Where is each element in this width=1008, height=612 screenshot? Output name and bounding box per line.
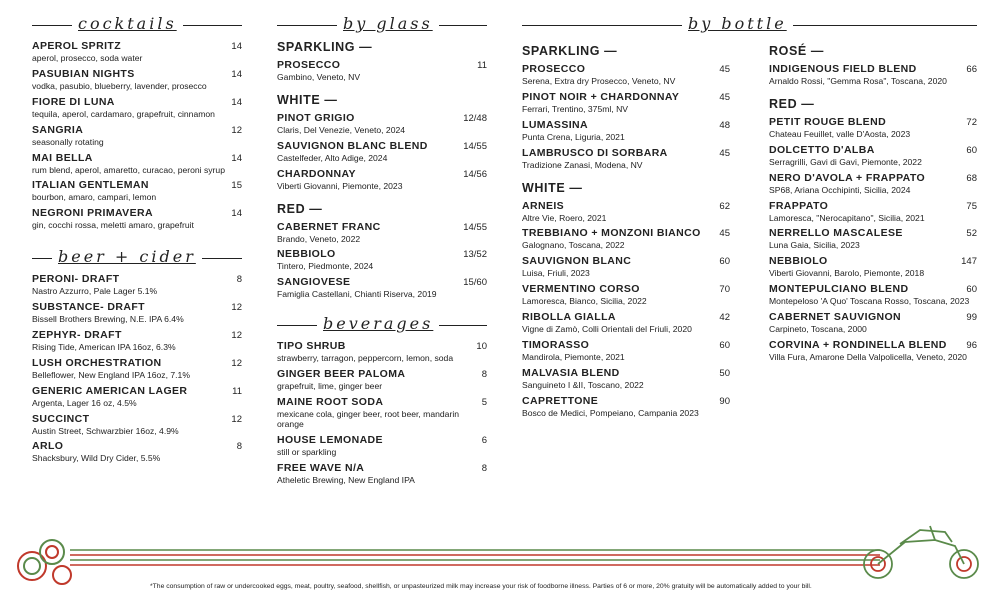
menu-item-name: CABERNET SAUVIGNON (769, 311, 902, 323)
footer-disclaimer: *The consumption of raw or undercooked eggs, meat, poultry, seafood, shellfish, or unpasteurized milk may increase your risk of foodborne illness. Parties of 6 or more, 20% gratuity will be automatically added to your bill. (150, 583, 812, 590)
menu-item-name: GINGER BEER PALOMA (277, 368, 406, 380)
menu-item-description: Punta Crena, Liguria, 2021 (522, 131, 625, 142)
menu-item-price: 60 (719, 256, 730, 268)
menu-item (277, 276, 487, 300)
menu-item-name: HOUSE LEMONADE (277, 433, 383, 446)
menu-item (522, 119, 730, 143)
menu-item-name: ARNEIS (522, 199, 565, 212)
menu-item-price: 70 (719, 284, 730, 296)
menu-item-price: 12 (231, 124, 242, 136)
menu-item-price: 15 (231, 180, 242, 192)
menu-item (522, 91, 730, 115)
menu-item (769, 144, 977, 168)
menu-item-description: Montepeloso 'A Quo' Toscana Rosso, Toscana, 2023 (769, 296, 970, 307)
menu-item-description: Austin Street, Schwarzbier 16oz, 4.9% (32, 425, 179, 436)
menu-item-name: LAMBRUSCO DI SORBARA (522, 146, 668, 159)
menu-item-description: Castelfeder, Alto Adige, 2024 (277, 152, 388, 163)
menu-item-description: bourbon, amaro, campari, lemon (32, 192, 157, 203)
menu-item-row (769, 311, 977, 323)
menu-item-price: 8 (481, 369, 487, 380)
menu-item-price: 72 (966, 116, 977, 128)
menu-item-price: 13/52 (463, 249, 487, 261)
menu-item-description: tequila, aperol, cardamaro, grapefruit, cinnamon (32, 108, 215, 119)
menu-item (277, 396, 487, 430)
menu-item-row (32, 96, 242, 108)
menu-item (769, 311, 977, 335)
menu-item (32, 40, 242, 64)
column-cocktails-beer (32, 14, 242, 468)
menu-item-price: 68 (966, 172, 977, 184)
menu-item-price: 12 (231, 302, 242, 313)
menu-item-description: Atheletic Brewing, New England IPA (277, 474, 415, 485)
menu-item-row (769, 283, 977, 295)
menu-item-row (32, 440, 242, 452)
menu-item-price: 14 (231, 208, 242, 220)
menu-item-price: 14 (231, 68, 242, 80)
menu-item-description: Belleflower, New England IPA 16oz, 7.1% (32, 369, 190, 380)
menu-item (277, 221, 487, 245)
menu-item (769, 283, 977, 307)
menu-item-description: Luisa, Friuli, 2023 (522, 268, 590, 279)
menu-item-name: NEBBIOLO (277, 248, 336, 261)
menu-item-row (522, 227, 730, 239)
menu-item (32, 68, 242, 92)
beer-header (32, 247, 242, 269)
menu-item-row (277, 59, 487, 71)
menu-item-name: MAINE ROOT SODA (277, 395, 384, 408)
menu-item-description: rum blend, aperol, amaretto, curacao, peroni syrup (32, 164, 225, 175)
menu-item (277, 340, 487, 364)
menu-item-description: Gambino, Veneto, NV (277, 72, 361, 82)
menu-item-description: gin, cocchi rossa, meletti amaro, grapefruit (32, 220, 194, 231)
menu-item (32, 96, 242, 120)
menu-item-name: VERMENTINO CORSO (522, 283, 640, 296)
menu-item (522, 311, 730, 335)
by-bottle-right (769, 40, 977, 423)
menu-item-description: strawberry, tarragon, peppercorn, lemon, soda (277, 353, 454, 364)
menu-item-price: 45 (719, 64, 730, 75)
menu-item-name: MONTEPULCIANO BLEND (769, 283, 909, 296)
menu-item-price: 8 (236, 441, 242, 453)
menu-item-row (522, 367, 730, 379)
menu-item (769, 227, 977, 251)
menu-item-name: CORVINA + RONDINELLA BLEND (769, 338, 947, 351)
menu-item-row (32, 179, 242, 191)
menu-item (32, 329, 242, 353)
menu-item-name: RIBOLLA GIALLA (522, 311, 616, 323)
menu-item-name: TIPO SHRUB (277, 340, 346, 353)
menu-item-row (769, 144, 977, 156)
menu-item-description: Nastro Azzurro, Pale Lager 5.1% (32, 286, 158, 297)
menu-item-row (769, 200, 977, 212)
cocktails-title: cocktails (72, 14, 183, 33)
menu-item-description: Bissell Brothers Brewing, N.E. IPA 6.4% (32, 314, 184, 324)
menu-item-description: grapefruit, lime, ginger beer (277, 381, 383, 391)
menu-item (522, 63, 730, 87)
menu-item (522, 367, 730, 391)
menu-item-row (769, 116, 977, 128)
menu-item (277, 59, 487, 83)
menu-item-row (769, 172, 977, 184)
menu-item-row (522, 91, 730, 103)
by-glass-categories (277, 40, 487, 300)
menu-item-description: Bosco de Medici, Pompeiano, Campania 2023 (522, 407, 699, 418)
menu-item-name: FRAPPATO (769, 199, 829, 212)
menu-item (522, 395, 730, 419)
menu-item-row (769, 227, 977, 239)
menu-item-description: Rising Tide, American IPA 16oz, 6.3% (32, 341, 176, 352)
menu-item-row (277, 434, 487, 446)
menu-item-name: SAUVIGNON BLANC BLEND (277, 139, 428, 152)
menu-item (32, 179, 242, 203)
menu-item (277, 462, 487, 486)
menu-item-price: 60 (719, 339, 730, 351)
menu-item-name: CAPRETTONE (522, 394, 599, 407)
menu-item-description: Mandirola, Piemonte, 2021 (522, 351, 625, 362)
menu-item-price: 45 (719, 91, 730, 103)
wine-category-heading: WHITE — (277, 92, 338, 107)
menu-item-row (277, 396, 487, 408)
menu-item-description: Viberti Giovanni, Barolo, Piemonte, 2018 (769, 268, 925, 279)
menu-item-price: 14/55 (463, 140, 487, 152)
menu-item-name: LUSH ORCHESTRATION (32, 356, 162, 369)
menu-item (32, 207, 242, 231)
menu-item-description: Carpineto, Toscana, 2000 (769, 324, 867, 334)
menu-item-name: APEROL SPRITZ (32, 40, 122, 52)
menu-item-description: Famiglia Castellani, Chianti Riserva, 2019 (277, 289, 437, 300)
menu-item-name: FREE WAVE N/A (277, 461, 365, 474)
menu-item-price: 12 (231, 413, 242, 425)
menu-item-row (522, 63, 730, 75)
menu-item-description: Shacksbury, Wild Dry Cider, 5.5% (32, 453, 161, 464)
menu-item (32, 385, 242, 409)
menu-item-price: 11 (477, 60, 487, 71)
menu-item (32, 124, 242, 148)
menu-item (32, 413, 242, 437)
menu-item-price: 12 (231, 329, 242, 341)
menu-item-row (522, 255, 730, 267)
menu-item-price: 11 (232, 385, 242, 397)
menu-item-name: PETIT ROUGE BLEND (769, 115, 887, 128)
menu-item-price: 60 (966, 284, 977, 296)
beer-list (32, 273, 242, 464)
menu-item-name: SUBSTANCE- DRAFT (32, 301, 145, 313)
menu-item-row (522, 200, 730, 212)
menu-item-name: TIMORASSO (522, 338, 590, 351)
menu-item-price: 75 (966, 200, 977, 212)
menu-item-description: Altre Vie, Roero, 2021 (522, 212, 607, 223)
menu-item (769, 63, 977, 87)
menu-item (32, 152, 242, 176)
menu-item-row (277, 112, 487, 124)
menu-item-description: seasonally rotating (32, 136, 104, 147)
menu-item-price: 15/60 (463, 277, 487, 289)
menu-item-description: Chateau Feuillet, valle D'Aosta, 2023 (769, 128, 911, 139)
menu-item-row (277, 168, 487, 180)
menu-item-price: 45 (719, 228, 730, 240)
menu-item-row (32, 124, 242, 136)
menu-item-row (277, 462, 487, 474)
menu-item-description: Vigne di Zamò, Colli Orientali del Friuli, 2020 (522, 324, 692, 334)
cocktails-header (32, 14, 242, 36)
menu-item-description: Brando, Veneto, 2022 (277, 233, 361, 244)
menu-item-price: 8 (236, 274, 242, 286)
menu-item-price: 96 (966, 339, 977, 351)
menu-item-description: still or sparkling (277, 446, 337, 457)
menu-item (277, 140, 487, 164)
menu-item-description: Tradizione Zanasi, Modena, NV (522, 159, 643, 170)
menu-item-name: DOLCETTO D'ALBA (769, 143, 875, 156)
menu-item-description: Viberti Giovanni, Piemonte, 2023 (277, 180, 403, 191)
menu-item-price: 147 (961, 256, 977, 268)
menu-item (32, 301, 242, 325)
menu-item-name: CABERNET FRANC (277, 220, 381, 233)
menu-item-price: 45 (719, 147, 730, 159)
menu-item-price: 90 (719, 395, 730, 407)
menu-item-description: Lamoresca, Bianco, Sicilia, 2022 (522, 296, 647, 307)
menu-item-description: SP68, Ariana Occhipinti, Sicilia, 2024 (769, 184, 911, 195)
menu-item-name: ITALIAN GENTLEMAN (32, 179, 149, 192)
menu-item-name: NERO D'AVOLA + FRAPPATO (769, 171, 926, 184)
menu-item-price: 60 (966, 144, 977, 156)
menu-item-row (522, 395, 730, 407)
column-by-bottle (522, 14, 977, 423)
menu-item (277, 112, 487, 136)
menu-item (769, 255, 977, 279)
menu-item-price: 10 (476, 341, 487, 353)
menu-item-description: Galognano, Toscana, 2022 (522, 240, 625, 251)
decorative-footer-band (0, 520, 1008, 585)
menu-item-description: Sanguineto I &II, Toscano, 2022 (522, 379, 644, 390)
stripes (70, 550, 880, 565)
menu-item-description: mexicane cola, ginger beer, root beer, mandarin orange (277, 408, 460, 429)
menu-item-row (32, 207, 242, 219)
menu-item-price: 12 (231, 357, 242, 369)
menu-item-name: NERRELLO MASCALESE (769, 227, 903, 240)
menu-item-name: PINOT GRIGIO (277, 111, 355, 124)
menu-item (277, 248, 487, 272)
menu-item (769, 172, 977, 196)
menu-item (769, 339, 977, 363)
menu-item (277, 368, 487, 392)
menu-item-row (277, 340, 487, 352)
menu-item (32, 440, 242, 464)
menu-item-name: LUMASSINA (522, 118, 589, 131)
menu-item-price: 12/48 (463, 112, 487, 124)
menu-item-name: PERONI- DRAFT (32, 273, 120, 286)
menu-item-row (769, 255, 977, 267)
menu-item-price: 50 (719, 367, 730, 379)
menu-item-price: 14 (231, 96, 242, 108)
menu-item-row (277, 221, 487, 233)
menu-item-row (32, 385, 242, 397)
menu-item-name: SUCCINCT (32, 412, 90, 425)
menu-item-row (522, 283, 730, 295)
by-bottle-header (522, 14, 977, 36)
menu-item-row (277, 248, 487, 260)
menu-item-price: 66 (966, 64, 977, 75)
menu-item-row (522, 311, 730, 323)
menu-item-row (32, 413, 242, 425)
menu-item-description: Serena, Extra dry Prosecco, Veneto, NV (522, 76, 676, 86)
menu-item (522, 200, 730, 224)
menu-item (32, 273, 242, 297)
menu-item (277, 168, 487, 192)
menu-item-name: SANGRIA (32, 123, 84, 136)
menu-item (769, 116, 977, 140)
menu-item-row (32, 329, 242, 341)
menu-item-description: Serragrilli, Gavi di Gavi, Piemonte, 2022 (769, 156, 922, 167)
menu-item-name: NEGRONI PRIMAVERA (32, 207, 153, 220)
menu-item-name: PROSECCO (522, 63, 586, 75)
menu-item-name: GENERIC AMERICAN LAGER (32, 384, 188, 397)
menu-item-description: Claris, Del Venezie, Veneto, 2024 (277, 124, 406, 135)
swirl-ornament-icon (18, 540, 71, 584)
wine-category-heading: SPARKLING — (277, 40, 373, 54)
menu-item-name: NEBBIOLO (769, 255, 828, 268)
wine-category-heading: WHITE — (522, 180, 583, 195)
menu-item-name: MALVASIA BLEND (522, 366, 620, 379)
column-by-glass (277, 14, 487, 489)
menu-item-price: 42 (719, 312, 730, 323)
menu-item-row (769, 339, 977, 351)
menu-item-name: MAI BELLA (32, 151, 93, 164)
by-bottle-left (522, 40, 730, 423)
menu-item-price: 6 (481, 434, 487, 446)
menu-item-name: SAUVIGNON BLANC (522, 255, 632, 268)
menu-item-row (32, 301, 242, 313)
menu-item-row (32, 68, 242, 80)
menu-item-row (32, 40, 242, 52)
menu-item-name: FIORE DI LUNA (32, 95, 115, 108)
menu-item-row (277, 368, 487, 380)
menu-item-name: PROSECCO (277, 59, 341, 71)
beverages-list (277, 340, 487, 485)
wine-category-heading: SPARKLING — (522, 44, 618, 58)
menu-item (522, 283, 730, 307)
menu-item-row (769, 63, 977, 75)
menu-item-description: Luna Gaia, Sicilia, 2023 (769, 240, 860, 251)
menu-item-price: 14 (231, 41, 242, 52)
menu-item (277, 434, 487, 458)
wine-category-heading: RED — (277, 201, 323, 216)
menu-item-price: 14 (231, 152, 242, 164)
menu-item-price: 14/55 (463, 221, 487, 233)
menu-item-row (277, 140, 487, 152)
menu-item-price: 8 (481, 462, 487, 474)
menu-item-name: TREBBIANO + MONZONI BIANCO (522, 227, 701, 240)
menu-item-name: SANGIOVESE (277, 276, 351, 289)
menu-item-description: aperol, prosecco, soda water (32, 53, 143, 63)
beer-title: beer + cider (52, 247, 202, 266)
menu-item (769, 200, 977, 224)
wine-category-heading: RED — (769, 96, 815, 111)
motorcycle-icon (864, 526, 978, 578)
beverages-header (277, 314, 487, 336)
menu-item (522, 255, 730, 279)
menu-item-price: 62 (719, 200, 730, 212)
menu-item-row (32, 152, 242, 164)
menu-item-name: ZEPHYR- DRAFT (32, 328, 122, 341)
menu-item-row (32, 273, 242, 285)
menu-item-price: 48 (719, 119, 730, 131)
menu-item (522, 147, 730, 171)
by-glass-header (277, 14, 487, 36)
cocktails-list (32, 40, 242, 231)
menu-item-name: ARLO (32, 440, 64, 453)
menu-item-price: 5 (481, 396, 487, 408)
by-bottle-title: by bottle (682, 14, 793, 33)
menu-item-description: Lamoresca, "Nerocapitano", Sicilia, 2021 (769, 212, 925, 223)
menu-item-price: 14/56 (463, 168, 487, 180)
menu-item (522, 227, 730, 251)
menu-item (32, 357, 242, 381)
menu-item-price: 52 (966, 228, 977, 240)
menu-item-description: Arnaldo Rossi, "Gemma Rosa", Toscana, 2020 (769, 76, 947, 86)
by-bottle-columns (522, 40, 977, 423)
menu-item (522, 339, 730, 363)
menu-item-description: Ferrari, Trentino, 375ml, NV (522, 103, 629, 114)
menu-item-description: Argenta, Lager 16 oz, 4.5% (32, 397, 137, 408)
menu-item-description: vodka, pasubio, blueberry, lavender, prosecco (32, 80, 207, 91)
menu-item-description: Villa Fura, Amarone Della Valpolicella, Veneto, 2020 (769, 351, 967, 362)
menu-item-price: 99 (966, 312, 977, 323)
menu-item-name: PASUBIAN NIGHTS (32, 67, 135, 80)
menu-item-row (522, 119, 730, 131)
wine-category-heading: ROSÉ — (769, 44, 824, 58)
menu-item-row (522, 339, 730, 351)
by-glass-title: by glass (337, 14, 439, 33)
menu-item-row (32, 357, 242, 369)
menu-item-row (277, 276, 487, 288)
menu-item-name: PINOT NOIR + CHARDONNAY (522, 90, 680, 103)
beverages-title: beverages (317, 314, 439, 333)
menu-item-name: INDIGENOUS FIELD BLEND (769, 63, 917, 75)
menu-item-row (522, 147, 730, 159)
menu-item-name: CHARDONNAY (277, 167, 356, 180)
menu-item-description: Tintero, Piedmonte, 2024 (277, 261, 374, 272)
